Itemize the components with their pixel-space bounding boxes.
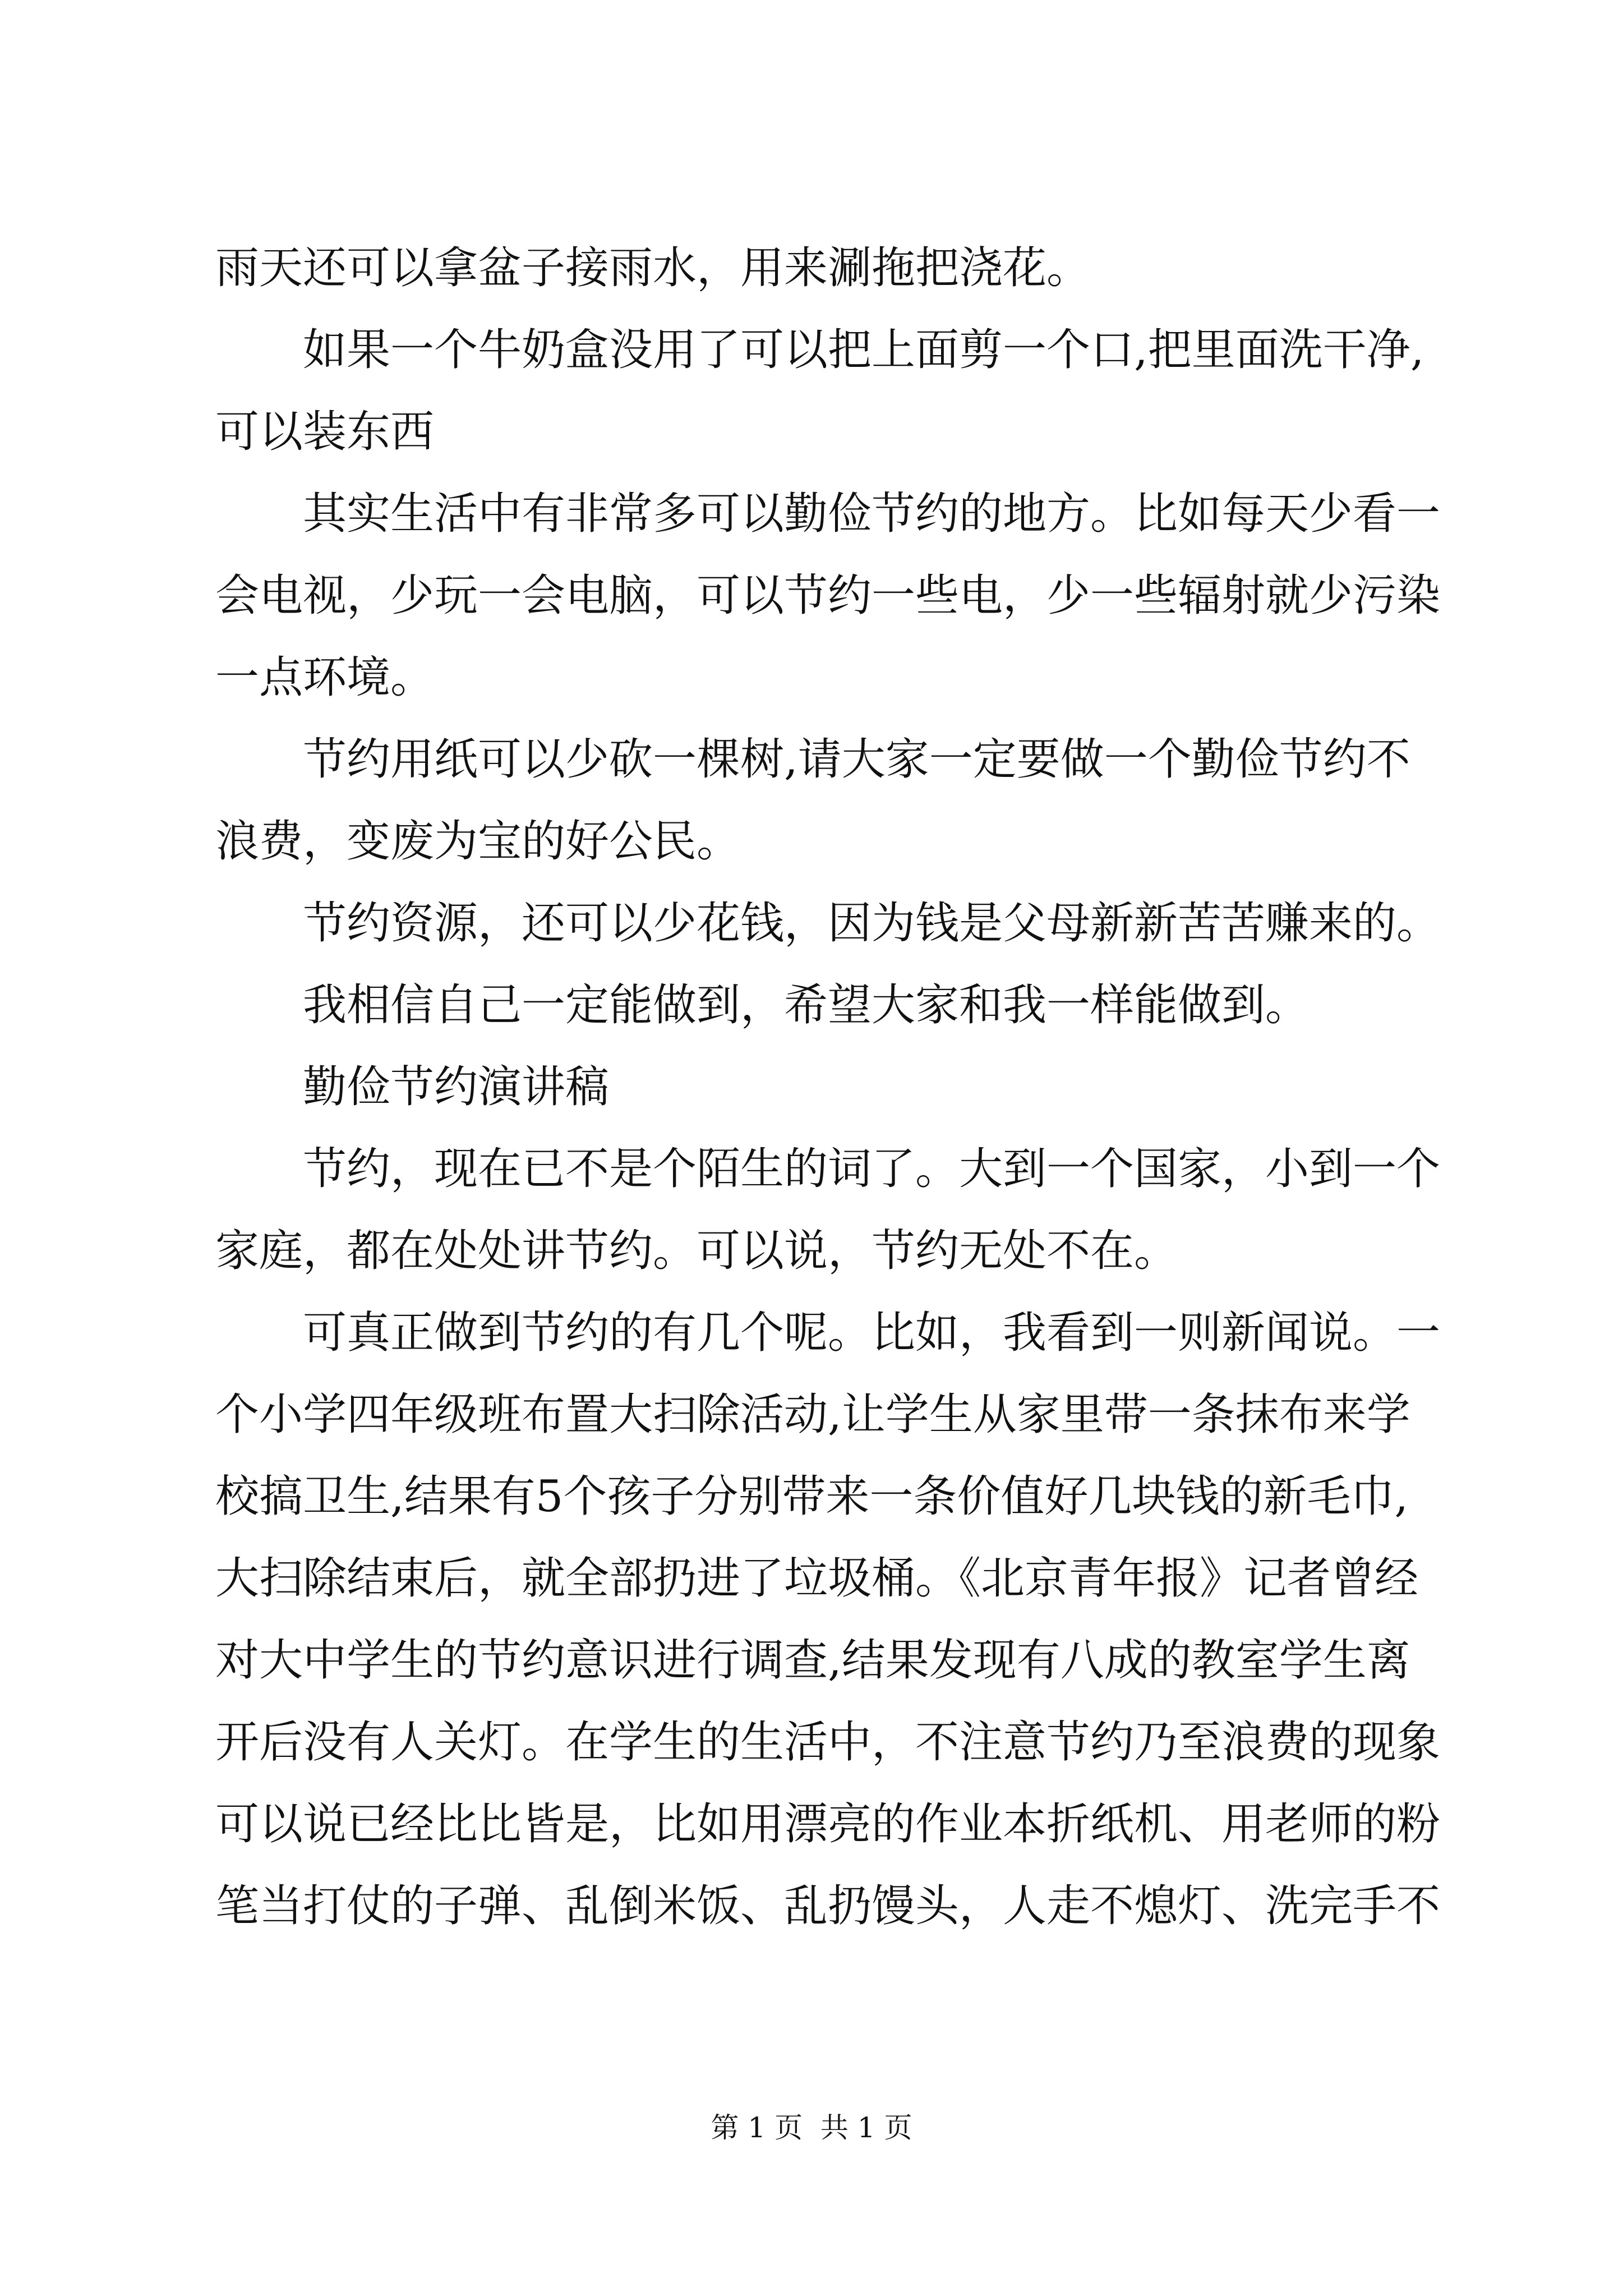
document-body — [215, 227, 1441, 1947]
text-line: 可以说已经比比皆是，比如用漂亮的作业本折纸机、用老师的粉 — [215, 1799, 1441, 1849]
text-line: 对大中学生的节约意识进行调查,结果发现有八成的教室学生离 — [215, 1635, 1410, 1686]
text-line: 开后没有人关灯。在学生的生活中，不注意节约乃至浪费的现象 — [215, 1717, 1441, 1768]
text-line: 可真正做到节约的有几个呢。比如，我看到一则新闻说。一 — [303, 1308, 1441, 1358]
text-line: 校搞卫生,结果有5个孩子分别带来一条价值好几块钱的新毛巾, — [215, 1471, 1409, 1522]
text-line: 一点环境。 — [215, 652, 435, 703]
text-line: 如果一个牛奶盒没用了可以把上面剪一个口,把里面洗干净, — [303, 325, 1424, 375]
text-line: 可以装东西 — [215, 407, 435, 457]
text-line: 个小学四年级班布置大扫除活动,让学生从家里带一条抹布来学 — [215, 1389, 1410, 1440]
text-line: 我相信自己一定能做到，希望大家和我一样能做到。 — [303, 980, 1310, 1030]
page-number-footer: 第 1 页 共 1 页 — [711, 2111, 912, 2144]
text-line: 其实生活中有非常多可以勤俭节约的地方。比如每天少看一 — [303, 489, 1441, 539]
text-line: 会电视，少玩一会电脑，可以节约一些电，少一些辐射就少污染 — [215, 570, 1441, 621]
text-line: 家庭，都在处处讲节约。可以说，节约无处不在。 — [215, 1226, 1178, 1276]
text-line: 雨天还可以拿盆子接雨水，用来涮拖把浇花。 — [215, 243, 1091, 293]
section-heading: 勤俭节约演讲稿 — [303, 1062, 610, 1112]
text-line: 节约用纸可以少砍一棵树,请大家一定要做一个勤俭节约不 — [303, 734, 1410, 785]
text-line: 笔当打仗的子弹、乱倒米饭、乱扔馒头，人走不熄灯、洗完手不 — [215, 1881, 1441, 1931]
text-line: 大扫除结束后，就全部扔进了垃圾桶。《北京青年报》记者曾经 — [215, 1553, 1419, 1604]
text-line: 节约资源，还可以少花钱，因为钱是父母新新苦苦赚来的。 — [303, 898, 1441, 949]
text-line: 节约，现在已不是个陌生的词了。大到一个国家，小到一个 — [303, 1144, 1441, 1194]
text-line: 浪费，变废为宝的好公民。 — [215, 816, 741, 867]
